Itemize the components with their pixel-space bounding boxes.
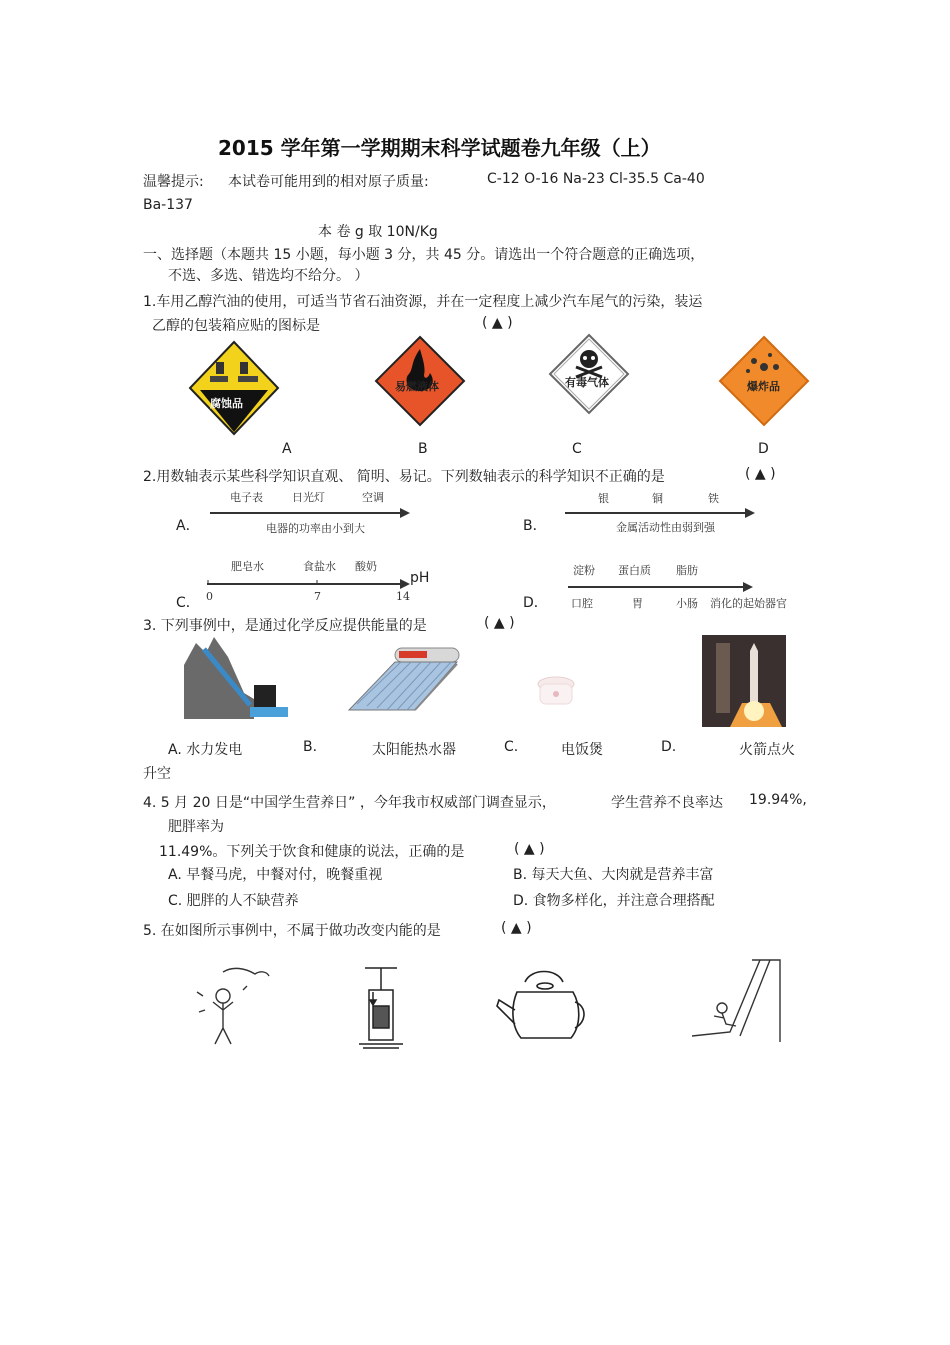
option-d-letter: D: [758, 441, 769, 457]
q3-option-b: 太阳能热水器: [372, 742, 456, 758]
section-heading: 一、选择题（本题共 15 小题，每小题 3 分，共 45 分。请选出一个符合题意的正确选项，: [143, 247, 705, 263]
axis-c-label-1: 肥皂水: [231, 560, 264, 573]
sign-label-b: 易燃液体: [395, 380, 439, 393]
kettle-image: [495, 966, 590, 1042]
q3-option-c: 电饭煲: [561, 742, 603, 758]
axis-d-line: [568, 579, 753, 595]
q5-answer: ( ▲ ): [501, 920, 532, 936]
q4-stem: 4. 5 月 20 日是“中国学生营养日” ，今年我市权威部门调查显示，: [143, 795, 556, 811]
q4-stem-2: 肥胖率为: [168, 819, 224, 835]
q3-option-c-letter: C.: [504, 739, 519, 755]
q4-stem-c: 19.94%,: [749, 792, 807, 808]
cold-hands-person-image: [183, 962, 273, 1048]
axis-c-unit: pH: [410, 570, 430, 586]
q4-option-c: C. 肥胖的人不缺营养: [168, 893, 299, 909]
axis-a-letter: A．: [176, 518, 200, 534]
axis-d-tick-1: 口腔: [571, 597, 593, 610]
axis-d-tick-3: 小肠: [676, 597, 698, 610]
axis-d-caption: 消化的起始器官: [710, 597, 787, 610]
tip-label: 温馨提示:: [143, 174, 204, 190]
axis-c-tick-0: 0: [206, 590, 213, 603]
axis-a-caption: 电器的功率由小到大: [266, 522, 365, 535]
tip-text: 本试卷可能用到的相对原子质量:: [228, 174, 429, 190]
q2-stem: 2.用数轴表示某些科学知识直观、 简明、易记。下列数轴表示的科学知识不正确的是: [143, 469, 665, 485]
q3-option-d-wrap: 升空: [143, 766, 171, 782]
axis-d-label-1: 淀粉: [573, 564, 595, 577]
q4-stem-3: 11.49%。下列关于饮食和健康的说法，正确的是: [159, 844, 465, 860]
q2-answer: ( ▲ ): [745, 466, 776, 482]
slide-child-image: [690, 956, 788, 1044]
axis-d-letter: D．: [523, 595, 548, 611]
atomic-masses: C-12 O-16 Na-23 Cl-35.5 Ca-40: [487, 171, 705, 187]
q1-stem-2: 乙醇的包装箱应贴的图标是: [152, 318, 320, 334]
axis-d-label-3: 脂肪: [676, 564, 698, 577]
q5-stem: 5. 在如图所示事例中，不属于做功改变内能的是: [143, 923, 441, 939]
axis-c-tick-14: 14: [396, 590, 410, 603]
option-a-letter: A: [282, 441, 292, 457]
sign-label-a: 腐蚀品: [210, 397, 243, 410]
solar-heater-image: [345, 644, 463, 718]
q4-option-d: D. 食物多样化，并注意合理搭配: [513, 893, 715, 909]
q1-stem: 1.车用乙醇汽油的使用，可适当节省石油资源，并在一定程度上减少汽车尾气的污染，装运: [143, 294, 703, 310]
option-b-letter: B: [418, 441, 428, 457]
axis-a-label-1: 电子表: [230, 491, 263, 504]
rice-cooker-image: [530, 670, 582, 708]
section-heading-2: 不选、多选、错选均不给分。 ）: [168, 268, 369, 284]
q3-option-b-letter: B.: [303, 739, 318, 755]
air-pump-image: [355, 962, 407, 1052]
sign-label-d: 爆炸品: [747, 380, 780, 393]
q3-option-d-letter: D.: [661, 739, 677, 755]
corrosive-sign-icon: [188, 340, 280, 436]
q4-stem-b: 学生营养不良率达: [611, 795, 723, 811]
axis-b-label-1: 银: [598, 492, 609, 505]
option-c-letter: C: [572, 441, 582, 457]
rocket-launch-image: [702, 635, 786, 727]
axis-a-line: [210, 505, 410, 521]
axis-c-tick-7: 7: [314, 590, 321, 603]
axis-c-label-3: 酸奶: [355, 560, 377, 573]
gravity-note: 本 卷 g 取 10N/Kg: [318, 224, 438, 240]
axis-b-caption: 金属活动性由弱到强: [616, 521, 715, 534]
axis-c-letter: C．: [176, 595, 200, 611]
axis-c-label-2: 食盐水: [303, 560, 336, 573]
axis-d-tick-2: 胃: [632, 597, 643, 610]
q1-answer: ( ▲ ): [482, 315, 513, 331]
q4-option-b: B. 每天大鱼、大肉就是营养丰富: [513, 867, 714, 883]
q3-stem: 3. 下列事例中，是通过化学反应提供能量的是: [143, 618, 427, 634]
page-title: 2015 学年第一学期期末科学试题卷九年级（上）: [218, 136, 661, 160]
q3-option-d: 火箭点火: [739, 742, 795, 758]
atomic-masses-2: Ba-137: [143, 197, 193, 213]
axis-b-label-2: 铜: [652, 492, 663, 505]
axis-a-label-3: 空调: [362, 491, 384, 504]
q4-answer: ( ▲ ): [514, 841, 545, 857]
sign-label-c: 有毒气体: [565, 376, 609, 389]
axis-a-label-2: 日光灯: [292, 491, 325, 504]
axis-b-letter: B．: [523, 518, 547, 534]
axis-c-line: [205, 576, 410, 592]
axis-b-label-3: 铁: [708, 492, 719, 505]
axis-d-label-2: 蛋白质: [618, 564, 651, 577]
q4-option-a: A. 早餐马虎，中餐对付，晚餐重视: [168, 867, 383, 883]
q3-option-a: A. 水力发电: [168, 742, 243, 758]
hydropower-image: [184, 635, 289, 719]
q3-answer: ( ▲ ): [484, 615, 515, 631]
